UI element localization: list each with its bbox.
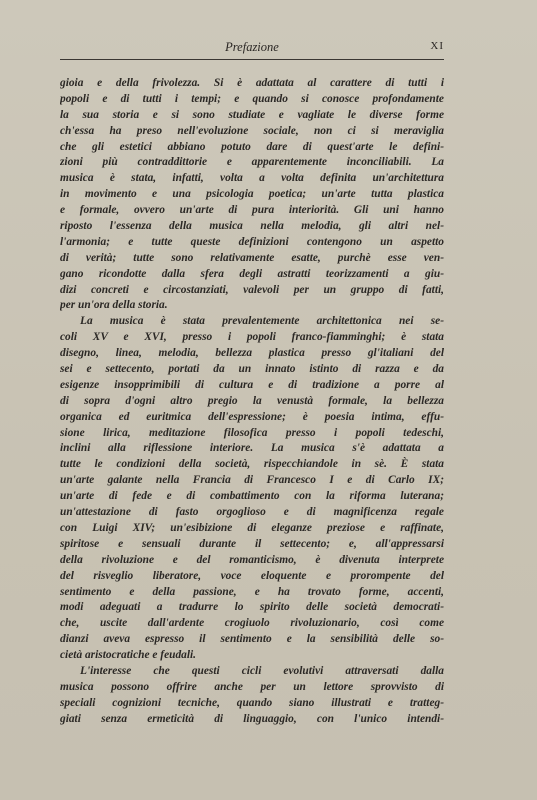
text-line: disegno, linea, melodia, bellezza plastica presso gl'italiani del bbox=[60, 347, 444, 360]
running-title: Prefazione bbox=[225, 40, 279, 54]
text-line: riposto l'essenza della musica nella melodia, gli altri nel- bbox=[60, 220, 444, 233]
text-line: tutte le condizioni della società, rispecchiandole in sè. È stata bbox=[60, 458, 444, 471]
text-line: sentimento e della passione, e ha trovato forme, accenti, bbox=[60, 585, 444, 598]
text-line: giati senza ermeticità di linguaggio, con l'unico intendi- bbox=[60, 712, 444, 725]
text-line: spiritose e sensuali durante il settecento; e, all'appressarsi bbox=[60, 537, 444, 550]
text-line: zioni più contraddittorie e apparentemente inconciliabili. La bbox=[60, 156, 444, 169]
text-line: la sua storia e si sono studiate e vagliate le diverse forme bbox=[60, 108, 444, 121]
text-line: un'attestazione di fasto orgoglioso e di magnificenza regale bbox=[60, 506, 444, 519]
text-line: per un'ora della storia. bbox=[60, 299, 168, 312]
text-line: un'arte di fede e di combattimento con la riforma luterana; bbox=[60, 490, 444, 503]
running-head bbox=[60, 38, 444, 58]
text-line: popoli e di tutti i tempi; e quando si conosce profondamente bbox=[60, 92, 444, 105]
text-line: di sopra d'ogni altro pregio la venustà formale, la bellezza bbox=[60, 394, 444, 407]
text-line: dianzi aveva espresso il sentimento e la sensibilità delle so- bbox=[60, 633, 444, 646]
text-line: che, uscite dall'ardente crogiuolo rivoluzionario, così come bbox=[60, 617, 444, 630]
text-line: La musica è stata prevalentemente architettonica nei se- bbox=[80, 315, 444, 328]
text-line: un'arte galante nella Francia di Francesco I e di Carlo IX; bbox=[60, 474, 444, 487]
text-line: musica possono offrire anche per un lettore sprovvisto di bbox=[60, 680, 444, 693]
text-line: sei e settecento, portati da un innato istinto di razza e da bbox=[60, 363, 444, 376]
text-line: e formale, ovvero un'arte di pura interiorità. Gli uni hanno bbox=[60, 204, 444, 217]
text-line: l'armonia; e tutte queste definizioni contengono un aspetto bbox=[60, 235, 444, 248]
text-line: di verità; tutte sono relativamente esatte, purchè esse ven- bbox=[60, 251, 444, 264]
text-line: gano ricondotte dalla sfera degli astratti teorizzamenti a giu- bbox=[60, 267, 444, 280]
text-line: sione lirica, meditazione filosofica presso i popoli tedeschi, bbox=[60, 426, 444, 439]
page-number: XI bbox=[430, 40, 444, 52]
text-line: in movimento e una psicologia poetica; un'arte tutta plastica bbox=[60, 188, 444, 201]
text-line: coli XV e XVI, presso i popoli franco-fiamminghi; è stata bbox=[60, 331, 444, 344]
text-line: modi adeguati a tradurre lo spirito delle società democrati- bbox=[60, 601, 444, 614]
text-line: organica ed euritmica dell'espressione; è poesia intima, effu- bbox=[60, 410, 444, 423]
text-line: speciali cognizioni tecniche, quando siano illustrati e tratteg- bbox=[60, 696, 444, 709]
text-line: L'interesse che questi cicli evolutivi attraversati dalla bbox=[80, 664, 444, 677]
header-rule bbox=[60, 59, 444, 60]
text-line: esigenze insopprimibili di cultura e di tradizione a porre al bbox=[60, 378, 444, 391]
text-line: dizi concreti e circostanziati, valevoli per un gruppo di fatti, bbox=[60, 283, 444, 296]
body-text bbox=[60, 76, 444, 728]
text-line: ch'essa ha preso nell'evoluzione sociale, non ci si meraviglia bbox=[60, 124, 444, 137]
text-line: del risveglio liberatore, voce eloquente e prorompente del bbox=[60, 569, 444, 582]
text-line: cietà aristocratiche e feudali. bbox=[60, 649, 197, 662]
text-line: della rivoluzione e del romanticismo, è divenuta interprete bbox=[60, 553, 444, 566]
text-line: con Luigi XIV; un'esibizione di eleganze preziose e raffinate, bbox=[60, 521, 444, 534]
text-line: gioia e della frivolezza. Si è adattata al carattere di tutti i bbox=[60, 77, 444, 89]
text-line: inclini alla riflessione interiore. La musica s'è adattata a bbox=[60, 442, 444, 455]
text-line: che gli estetici abbiano potuto dare di quest'arte le defini- bbox=[60, 140, 444, 153]
text-line: musica è stata, infatti, volta a volta definita un'architettura bbox=[60, 172, 444, 185]
